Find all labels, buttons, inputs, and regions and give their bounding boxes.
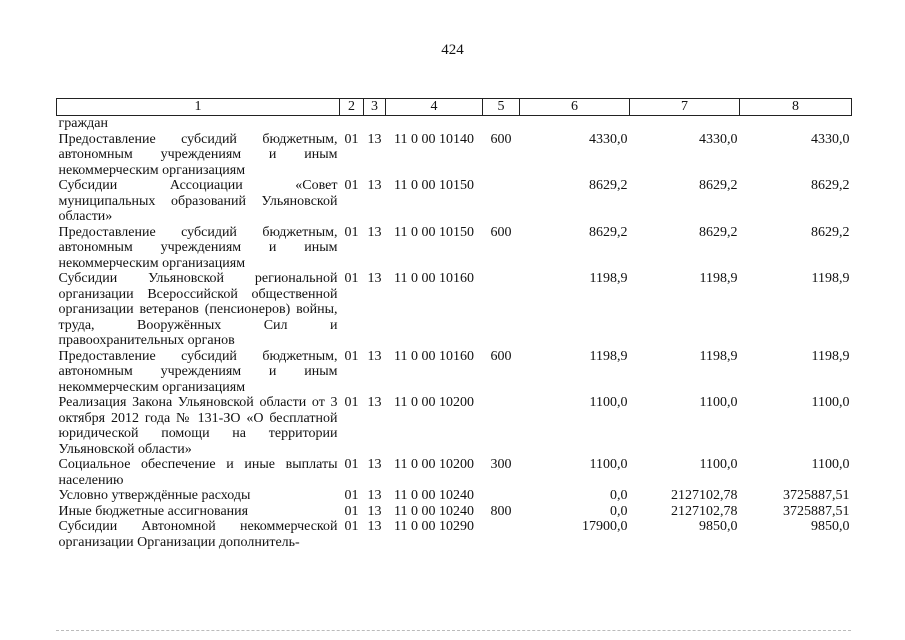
cell-target-code: 11 0 00 10240 <box>394 503 474 519</box>
cell-amount-col8: 1198,9 <box>811 271 850 286</box>
cell-amount-col8: 8629,2 <box>811 224 850 240</box>
row-description: Условно утверждённые расходы <box>58 488 251 503</box>
row-description: Субсидии Ульяновской региональной организации Всероссийской общественной организации ветеранов (пенсионеров) войны, труда, Вооружённых Сил и правоохранительных органов <box>58 271 338 348</box>
cell-amount-col6: 1100,0 <box>589 457 628 472</box>
table-row <box>57 457 852 488</box>
cell-expense-type <box>483 488 520 504</box>
cell-amount-col7: 2127102,78 <box>671 488 738 503</box>
cell-expense-type: 800 <box>490 503 512 519</box>
cell-amount-col7: 8629,2 <box>699 178 738 193</box>
cell-section: 01 <box>344 178 359 193</box>
cell-amount-col7: 1100,0 <box>699 457 738 472</box>
cell-amount-col6: 0,0 <box>610 503 628 519</box>
cell-subsection: 13 <box>367 519 382 534</box>
cell-subsection: 13 <box>367 178 382 193</box>
cell-amount-col6: 8629,2 <box>589 224 628 240</box>
cell-expense-type <box>483 519 520 550</box>
cell-amount-col8: 1100,0 <box>811 395 850 410</box>
page-number: 424 <box>441 42 464 58</box>
header-row <box>57 99 852 116</box>
header-col-2: 2 <box>340 99 364 116</box>
cell-amount-col7 <box>630 116 740 132</box>
cell-section: 01 <box>344 271 359 286</box>
budget-table <box>56 98 852 550</box>
cell-section: 01 <box>344 348 359 364</box>
header-col-7: 7 <box>630 99 740 116</box>
table-row <box>57 504 852 520</box>
cell-amount-col7: 1198,9 <box>699 348 738 364</box>
cell-amount-col6: 1100,0 <box>589 395 628 410</box>
cell-target-code: 11 0 00 10150 <box>394 224 474 240</box>
cell-amount-col8: 4330,0 <box>811 131 850 147</box>
row-description: Реализация Закона Ульяновской области от 3 октября 2012 года № 131-ЗО «О бесплатной юридической помощи на территории Ульяновской области» <box>58 395 338 457</box>
table-row <box>57 116 852 132</box>
cell-target-code: 11 0 00 10150 <box>394 178 474 193</box>
cell-target-code: 11 0 00 10240 <box>394 488 474 503</box>
cell-target-code: 11 0 00 10160 <box>394 348 474 364</box>
cell-amount-col6: 8629,2 <box>589 178 628 193</box>
header-col-5: 5 <box>483 99 520 116</box>
cell-expense-type: 600 <box>490 131 512 147</box>
cell-section: 01 <box>344 224 359 240</box>
cell-expense-type: 300 <box>490 457 512 472</box>
cell-subsection: 13 <box>367 348 382 364</box>
row-description: Субсидии Ассоциации «Совет муниципальных образований Ульяновской области» <box>58 178 338 224</box>
row-description: Предоставление субсидий бюджетным, автономным учреждениям и иным некоммерческим организациям <box>58 348 338 395</box>
table-row <box>57 488 852 504</box>
cell-target-code: 11 0 00 10160 <box>394 271 474 286</box>
cell-subsection: 13 <box>367 271 382 286</box>
row-description: Предоставление субсидий бюджетным, автономным учреждениям и иным некоммерческим организациям <box>58 224 338 271</box>
page-bottom-rule <box>56 630 851 631</box>
cell-amount-col7: 4330,0 <box>699 131 738 147</box>
header-col-4: 4 <box>386 99 483 116</box>
cell-amount-col8: 8629,2 <box>811 178 850 193</box>
cell-amount-col7: 8629,2 <box>699 224 738 240</box>
cell-expense-type <box>483 178 520 225</box>
cell-amount-col6: 4330,0 <box>589 131 628 147</box>
cell-amount-col8: 3725887,51 <box>783 503 850 519</box>
cell-subsection: 13 <box>367 224 382 240</box>
cell-amount-col6 <box>520 116 630 132</box>
table-row <box>57 225 852 272</box>
cell-subsection: 13 <box>367 503 382 519</box>
cell-amount-col6: 1198,9 <box>589 271 628 286</box>
cell-subsection: 13 <box>367 131 382 147</box>
table-row <box>57 271 852 349</box>
cell-amount-col8: 1100,0 <box>811 457 850 472</box>
cell-subsection: 13 <box>367 395 382 410</box>
cell-expense-type: 600 <box>490 224 512 240</box>
cell-target-code: 11 0 00 10290 <box>394 519 474 534</box>
cell-target-code: 11 0 00 10200 <box>394 395 474 410</box>
table-row <box>57 132 852 179</box>
cell-amount-col7: 1100,0 <box>699 395 738 410</box>
table-row <box>57 178 852 225</box>
cell-section: 01 <box>344 488 359 503</box>
cell-section: 01 <box>344 503 359 519</box>
row-description: Социальное обеспечение и иные выплаты населению <box>58 457 338 488</box>
header-col-8: 8 <box>740 99 852 116</box>
cell-subsection <box>364 116 386 132</box>
cell-amount-col7: 9850,0 <box>699 519 738 534</box>
cell-amount-col6: 17900,0 <box>582 519 628 534</box>
cell-amount-col8: 3725887,51 <box>783 488 850 503</box>
cell-amount-col8: 1198,9 <box>811 348 850 364</box>
cell-section: 01 <box>344 519 359 534</box>
cell-expense-type: 600 <box>490 348 512 364</box>
cell-section: 01 <box>344 395 359 410</box>
table-row <box>57 349 852 396</box>
cell-expense-type <box>483 271 520 349</box>
cell-expense-type <box>483 116 520 132</box>
cell-section <box>340 116 364 132</box>
cell-subsection: 13 <box>367 457 382 472</box>
cell-target-code <box>386 116 483 132</box>
row-description: Предоставление субсидий бюджетным, автономным учреждениям и иным некоммерческим организациям <box>58 131 338 178</box>
cell-section: 01 <box>344 457 359 472</box>
cell-amount-col6: 0,0 <box>610 488 628 503</box>
cell-amount-col8: 9850,0 <box>811 519 850 534</box>
cell-expense-type <box>483 395 520 457</box>
header-col-1: 1 <box>57 99 340 116</box>
table-body <box>57 116 852 551</box>
row-description: Иные бюджетные ассигнования <box>58 503 249 519</box>
header-col-3: 3 <box>364 99 386 116</box>
row-description: Субсидии Автономной некоммерческой организации Организации дополнитель- <box>58 519 338 550</box>
table-row <box>57 519 852 550</box>
cell-subsection: 13 <box>367 488 382 503</box>
cell-amount-col8 <box>740 116 852 132</box>
header-col-6: 6 <box>520 99 630 116</box>
cell-target-code: 11 0 00 10200 <box>394 457 474 472</box>
cell-section: 01 <box>344 131 359 147</box>
table-row <box>57 395 852 457</box>
cell-target-code: 11 0 00 10140 <box>394 131 474 147</box>
cell-amount-col6: 1198,9 <box>589 348 628 364</box>
table-header <box>57 99 852 116</box>
cell-amount-col7: 2127102,78 <box>671 503 738 519</box>
row-description: граждан <box>58 116 108 131</box>
cell-amount-col7: 1198,9 <box>699 271 738 286</box>
